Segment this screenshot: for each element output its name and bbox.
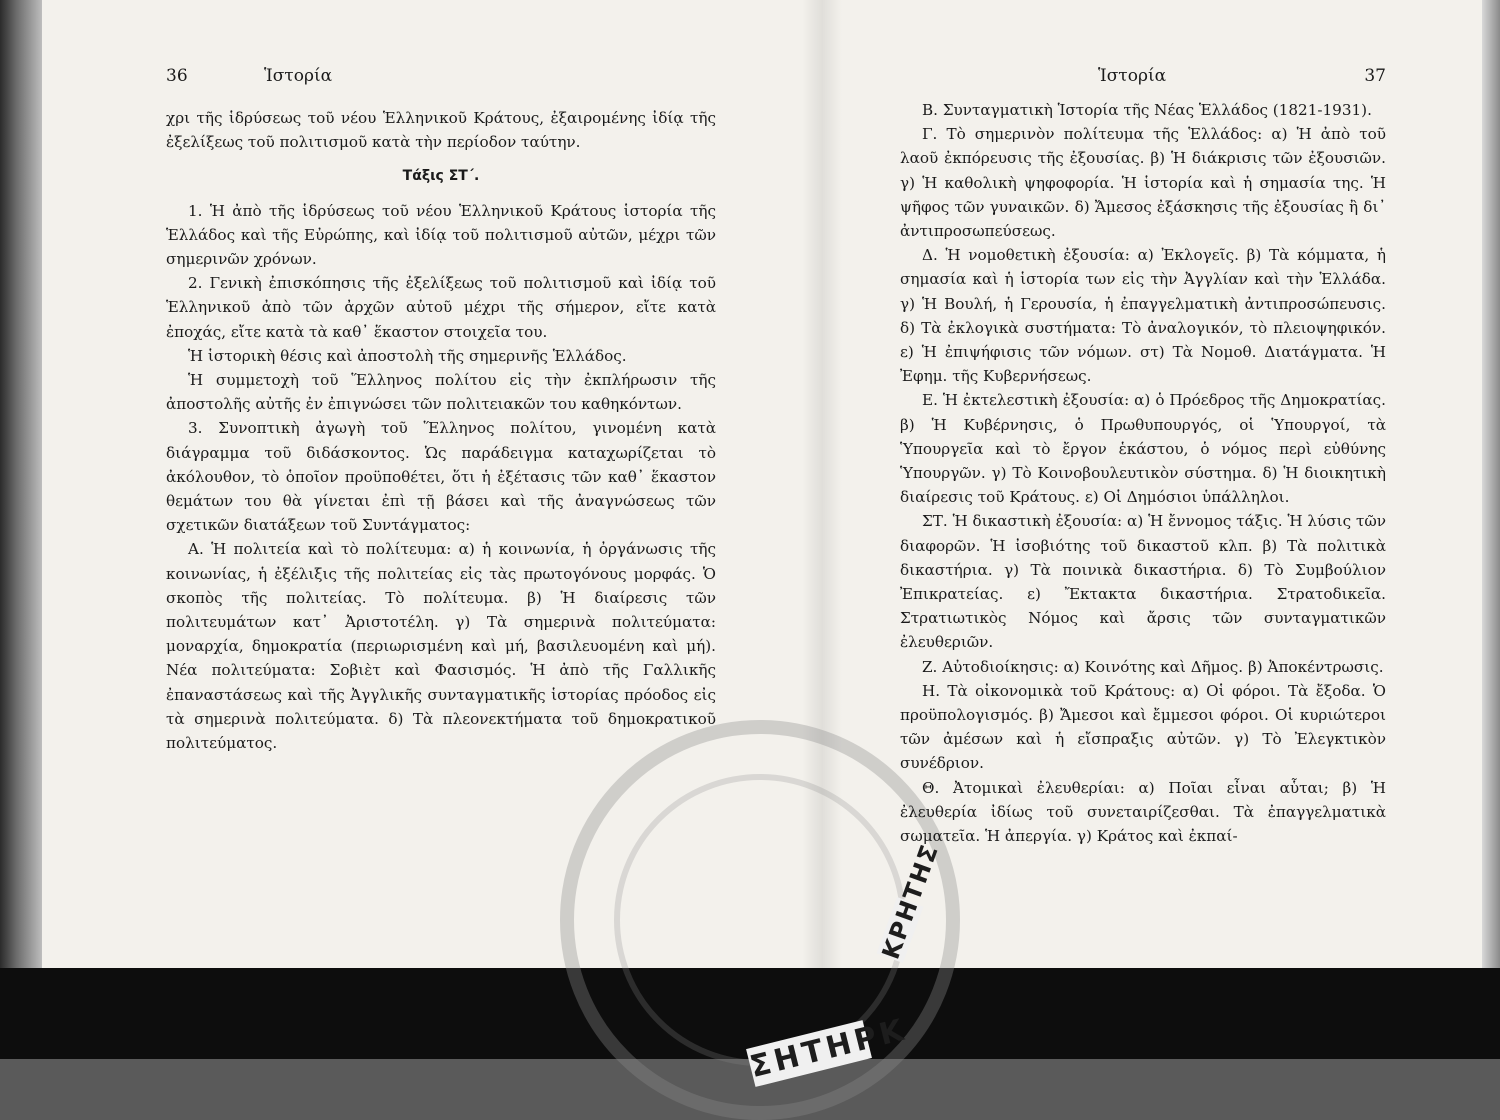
paragraph: Ζ. Αὐτοδιοίκησις: α) Κοινότης καὶ Δῆμος. β) Ἀποκέντρωσις. <box>922 657 1384 676</box>
left-page <box>166 66 716 755</box>
paragraph: ΣΤ. Ἡ δικαστικὴ ἐξουσία: α) Ἡ ἔννομος τάξις. Ἡ λύσις τῶν διαφορῶν. Ἡ ἰσοβιότης τοῦ δικαστοῦ κλπ. β) Τὰ πολιτικὰ δικαστήρια. γ) Τὰ ποινικὰ δικαστήρια. δ) Τὸ Συμβούλιον Ἐπικρατείας. ε) Ἔκτακτα δικαστήρια. Στρατοδικεῖα. Στρατιωτικὸς Νόμος καὶ ἄρσις τῶν συνταγματικῶν ἐλευθεριῶν. <box>900 512 1386 652</box>
paragraph: Γ. Τὸ σημερινὸν πολίτευμα τῆς Ἑλλάδος: α) Ἡ ἀπὸ τοῦ λαοῦ ἐκπόρευσις τῆς ἐξουσίας. β) Ἡ διάκρισις τῶν ἐξουσιῶν. γ) Ἡ καθολικὴ ψηφοφορία. Ἡ ἱστορία καὶ ἡ σημασία της. Ἡ ψῆφος τῶν γυναικῶν. δ) Ἄμεσος ἐξάσκησις τῆς ἐξουσίας ἢ δι᾽ ἀντιπροσωπεύσεως. <box>900 125 1386 241</box>
right-page-header <box>900 66 1386 96</box>
paragraph: Β. Συνταγματικὴ Ἱστορία τῆς Νέας Ἑλλάδος (1821-1931). <box>922 101 1372 119</box>
paragraph: Δ. Ἡ νομοθετικὴ ἐξουσία: α) Ἐκλογεῖς. β) Τὰ κόμματα, ἡ σημασία καὶ ἡ ἱστορία των εἰς τὴν Ἀγγλίαν καὶ τὴν Ἑλλάδα. γ) Ἡ Βουλή, ἡ Γερουσία, ἡ ἐπαγγελματικὴ ἀντιπροσώπευσις. δ) Τὰ ἐκλογικὰ συστήματα: Τὸ ἀναλογικόν, τὸ πλειοψηφικόν. ε) Ἡ ἐπιψήφισις τῶν νόμων. στ) Τὰ Νομοθ. Διατάγματα. Ἡ Ἐφημ. τῆς Κυβερνήσεως. <box>900 246 1386 386</box>
left-page-body <box>166 106 716 755</box>
paragraph: Η. Τὰ οἰκονομικὰ τοῦ Κράτους: α) Οἱ φόροι. Τὰ ἔξοδα. Ὁ προϋπολογισμός. β) Ἄμεσοι καὶ ἔμμεσοι φόροι. Οἱ κυριώτεροι τῶν ἀμέσων καὶ ἡ εἴσπραξις αὐτῶν. γ) Τὸ Ἐλεγκτικὸν συνέδριον. <box>900 681 1386 773</box>
paragraph: Α. Ἡ πολιτεία καὶ τὸ πολίτευμα: α) ἡ κοινωνία, ἡ ὀργάνωσις τῆς κοινωνίας, ἡ ἐξέλιξις τῆς πολιτείας εἰς τὰς πρωτογόνους μορφάς. Ὁ σκοπὸς τῆς πολιτείας. Τὸ πολίτευμα. β) Ἡ διαίρεσις τῶν πολιτευμάτων κατ᾽ Ἀριστοτέλη. γ) Τὰ σημερινὰ πολιτεύματα: μοναρχία, δημοκρατία (περιωρισμένη καὶ μή, βασιλευομένη καὶ μή). Νέα πολιτεύματα: Σοβιὲτ καὶ Φασισμός. Ἡ ἀπὸ τῆς Γαλλικῆς ἐπαναστάσεως καὶ τῆς Ἀγγλικῆς συνταγματικῆς ἱστορίας πρόοδος εἰς τὰ σημερινὰ πολιτεύματα. δ) Τὰ πλεονεκτήματα τοῦ δημοκρατικοῦ πολιτεύματος. <box>166 540 716 753</box>
seal-lettering-side: ΚΡΗΤΗΣ <box>876 839 945 963</box>
scan-edge-left <box>0 0 42 1059</box>
section-heading: Τάξις ΣΤ΄. <box>402 168 480 185</box>
paragraph: Ε. Ἡ ἐκτελεστικὴ ἐξουσία: α) ὁ Πρόεδρος τῆς Δημοκρατίας. β) Ἡ Κυβέρνησις, ὁ Πρωθυπουργός, οἱ Ὑπουργοί, τὰ Ὑπουργεῖα καὶ τὸ ἔργον ἑκάστου, ὁ νόμος περὶ εὐθύνης Ὑπουργῶν. γ) Τὸ Κοινοβουλευτικὸν σύστημα. δ) Ἡ διοικητικὴ διαίρεσις τοῦ Κράτους. ε) Οἱ Δημόσιοι ὑπάλληλοι. <box>900 391 1386 507</box>
paragraph: χρι τῆς ἱδρύσεως τοῦ νέου Ἑλληνικοῦ Κράτους, ἐξαιρομένης ἰδίᾳ τῆς ἐξελίξεως τοῦ πολιτισμοῦ κατὰ τὴν περίοδον ταύτην. <box>166 109 716 152</box>
left-page-number: 36 <box>166 66 188 86</box>
right-page-body <box>900 98 1386 848</box>
paragraph: 1. Ἡ ἀπὸ τῆς ἱδρύσεως τοῦ νέου Ἑλληνικοῦ Κράτους ἱστορία τῆς Ἑλλάδος καὶ τῆς Εὐρώπης, καὶ ἰδίᾳ τοῦ πολιτισμοῦ αὐτῶν, μέχρι τῶν σημερινῶν χρόνων. <box>166 201 716 269</box>
left-page-header <box>166 66 716 96</box>
scan-edge-right <box>1482 0 1500 1059</box>
right-page <box>900 66 1386 848</box>
right-running-head: Ἱστορία <box>1098 66 1167 86</box>
paragraph: Ἡ ἱστορικὴ θέσις καὶ ἀποστολὴ τῆς σημερινῆς Ἑλλάδος. <box>188 346 627 365</box>
right-page-number: 37 <box>1364 66 1386 86</box>
paragraph: Ἡ συμμετοχὴ τοῦ Ἕλληνος πολίτου εἰς τὴν ἐκπλήρωσιν τῆς ἀποστολῆς αὐτῆς ἐν ἐπιγνώσει τῶν πολιτειακῶν του καθηκόντων. <box>166 371 716 414</box>
seal-lettering: ΣΗΤΗΡΚ <box>746 1012 911 1085</box>
paragraph: 3. Συνοπτικὴ ἀγωγὴ τοῦ Ἕλληνος πολίτου, γινομένη κατὰ διάγραμμα τοῦ διδάσκοντος. Ὡς παράδειγμα καταχωρίζεται τὸ ἀκόλουθον, τὸ ὁποῖον προϋποθέτει, ὅτι ἡ ἐξέτασις τῶν καθ᾽ ἕκαστον θεμάτων του θὰ γίνεται ἐπὶ τῇ βάσει καὶ τῆς ἀναγνώσεως τῶν σχετικῶν διατάξεων τοῦ Συντάγματος: <box>166 419 716 535</box>
paragraph: Θ. Ἀτομικαὶ ἐλευθερίαι: α) Ποῖαι εἶναι αὗται; β) Ἡ ἐλευθερία ἰδίως τοῦ συνεταιρίζεσθαι. Τὰ ἐπαγγελματικὰ σωματεῖα. Ἡ ἀπεργία. γ) Κράτος καὶ ἐκπαί- <box>900 778 1386 846</box>
paragraph: 2. Γενικὴ ἐπισκόπησις τῆς ἐξελίξεως τοῦ πολιτισμοῦ καὶ ἰδίᾳ τοῦ Ἑλληνικοῦ ἀπὸ τῶν ἀρχῶν αὐτοῦ μέχρι τῆς σήμερον, εἴτε κατὰ ἐποχάς, εἴτε κατὰ τὰ καθ᾽ ἕκαστον στοιχεῖα του. <box>166 274 716 341</box>
left-running-head: Ἱστορία <box>264 66 333 86</box>
